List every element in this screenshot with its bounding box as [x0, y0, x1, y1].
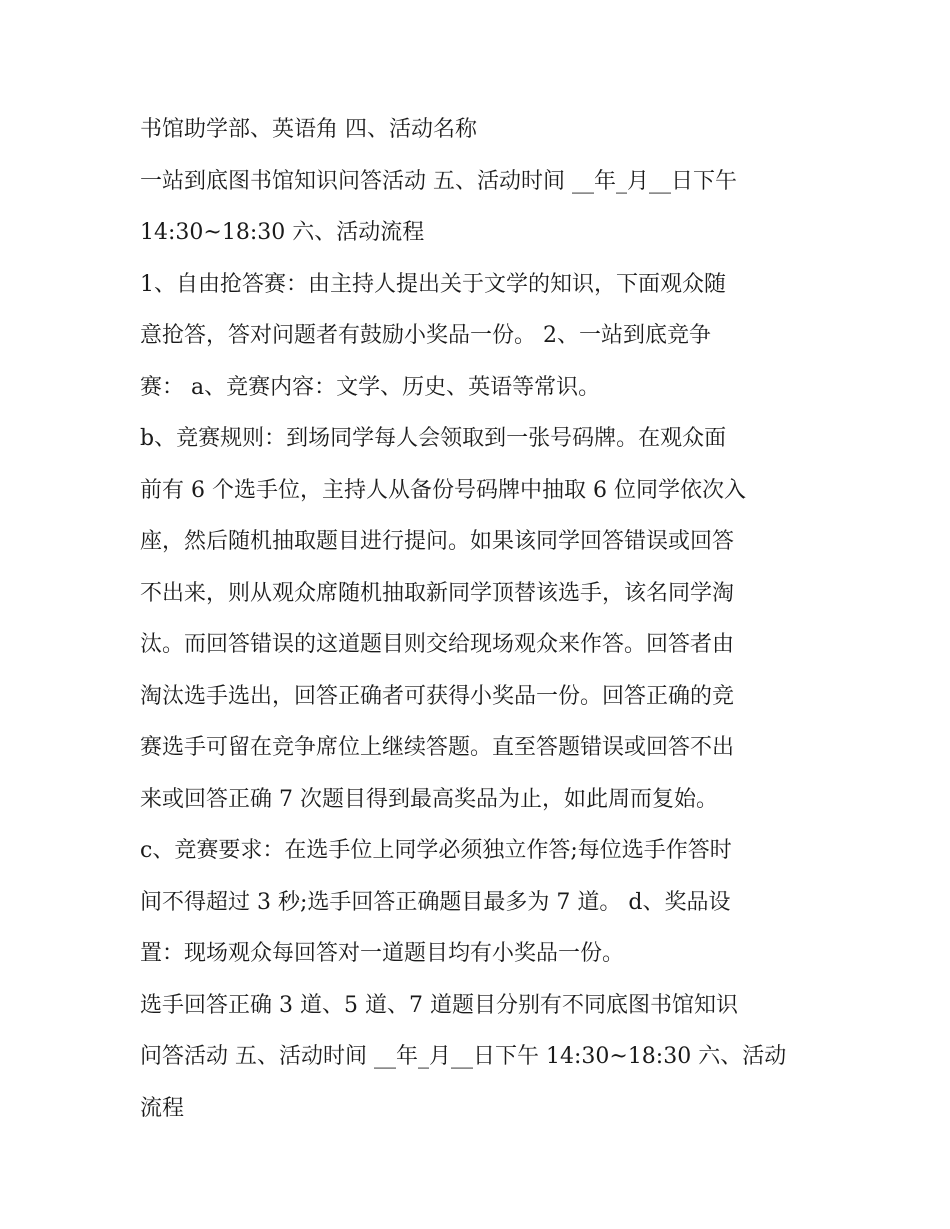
text-line: 一站到底图书馆知识问答活动 五、活动时间 __年_月__日下午 [140, 168, 737, 194]
text-line: 赛选手可留在竞争席位上继续答题。直至答题错误或回答不出 [140, 735, 735, 760]
text-line: 来或回答正确 7 次题目得到最高奖品为止，如此周而复始。 [140, 786, 718, 812]
text-line: 间不得超过 3 秒;选手回答正确题目最多为 7 道。 d、奖品设 [140, 889, 731, 915]
text-line: 前有 6 个选手位，主持人从备份号码牌中抽取 6 位同学依次入 [140, 477, 746, 503]
text-line: 问答活动 五、活动时间 __年_月__日下午 14:30~18:30 六、活动 [140, 1044, 787, 1069]
text-line: b、竞赛规则：到场同学每人会领取到一张号码牌。在观众面 [140, 426, 727, 451]
text-line: 座，然后随机抽取题目进行提问。如果该同学回答错误或回答 [140, 529, 735, 554]
text-line: 1、自由抢答赛：由主持人提出关于文学的知识，下面观众随 [140, 271, 726, 297]
text-line: 置：现场观众每回答对一道题目均有小奖品一份。 [140, 941, 625, 966]
text-line: 汰。而回答错误的这道题目则交给现场观众来作答。回答者由 [140, 632, 735, 657]
text-line: 书馆助学部、英语角 四、活动名称 [140, 117, 477, 142]
text-line: 选手回答正确 3 道、5 道、7 道题目分别有不同底图书馆知识 [140, 992, 738, 1018]
text-line: 赛： a、竞赛内容：文学、历史、英语等常识。 [140, 374, 601, 400]
text-line: c、竞赛要求：在选手位上同学必须独立作答;每位选手作答时 [140, 838, 732, 863]
document-body [140, 110, 830, 1140]
text-line: 流程 [140, 1095, 185, 1121]
text-line: 14:30~18:30 六、活动流程 [140, 220, 425, 245]
text-line: 意抢答，答对问题者有鼓励小奖品一份。 2、一站到底竞争 [140, 323, 711, 348]
text-line: 不出来，则从观众席随机抽取新同学顶替该选手，该名同学淘 [140, 580, 735, 606]
text-line: 淘汰选手选出，回答正确者可获得小奖品一份。回答正确的竞 [140, 683, 735, 709]
